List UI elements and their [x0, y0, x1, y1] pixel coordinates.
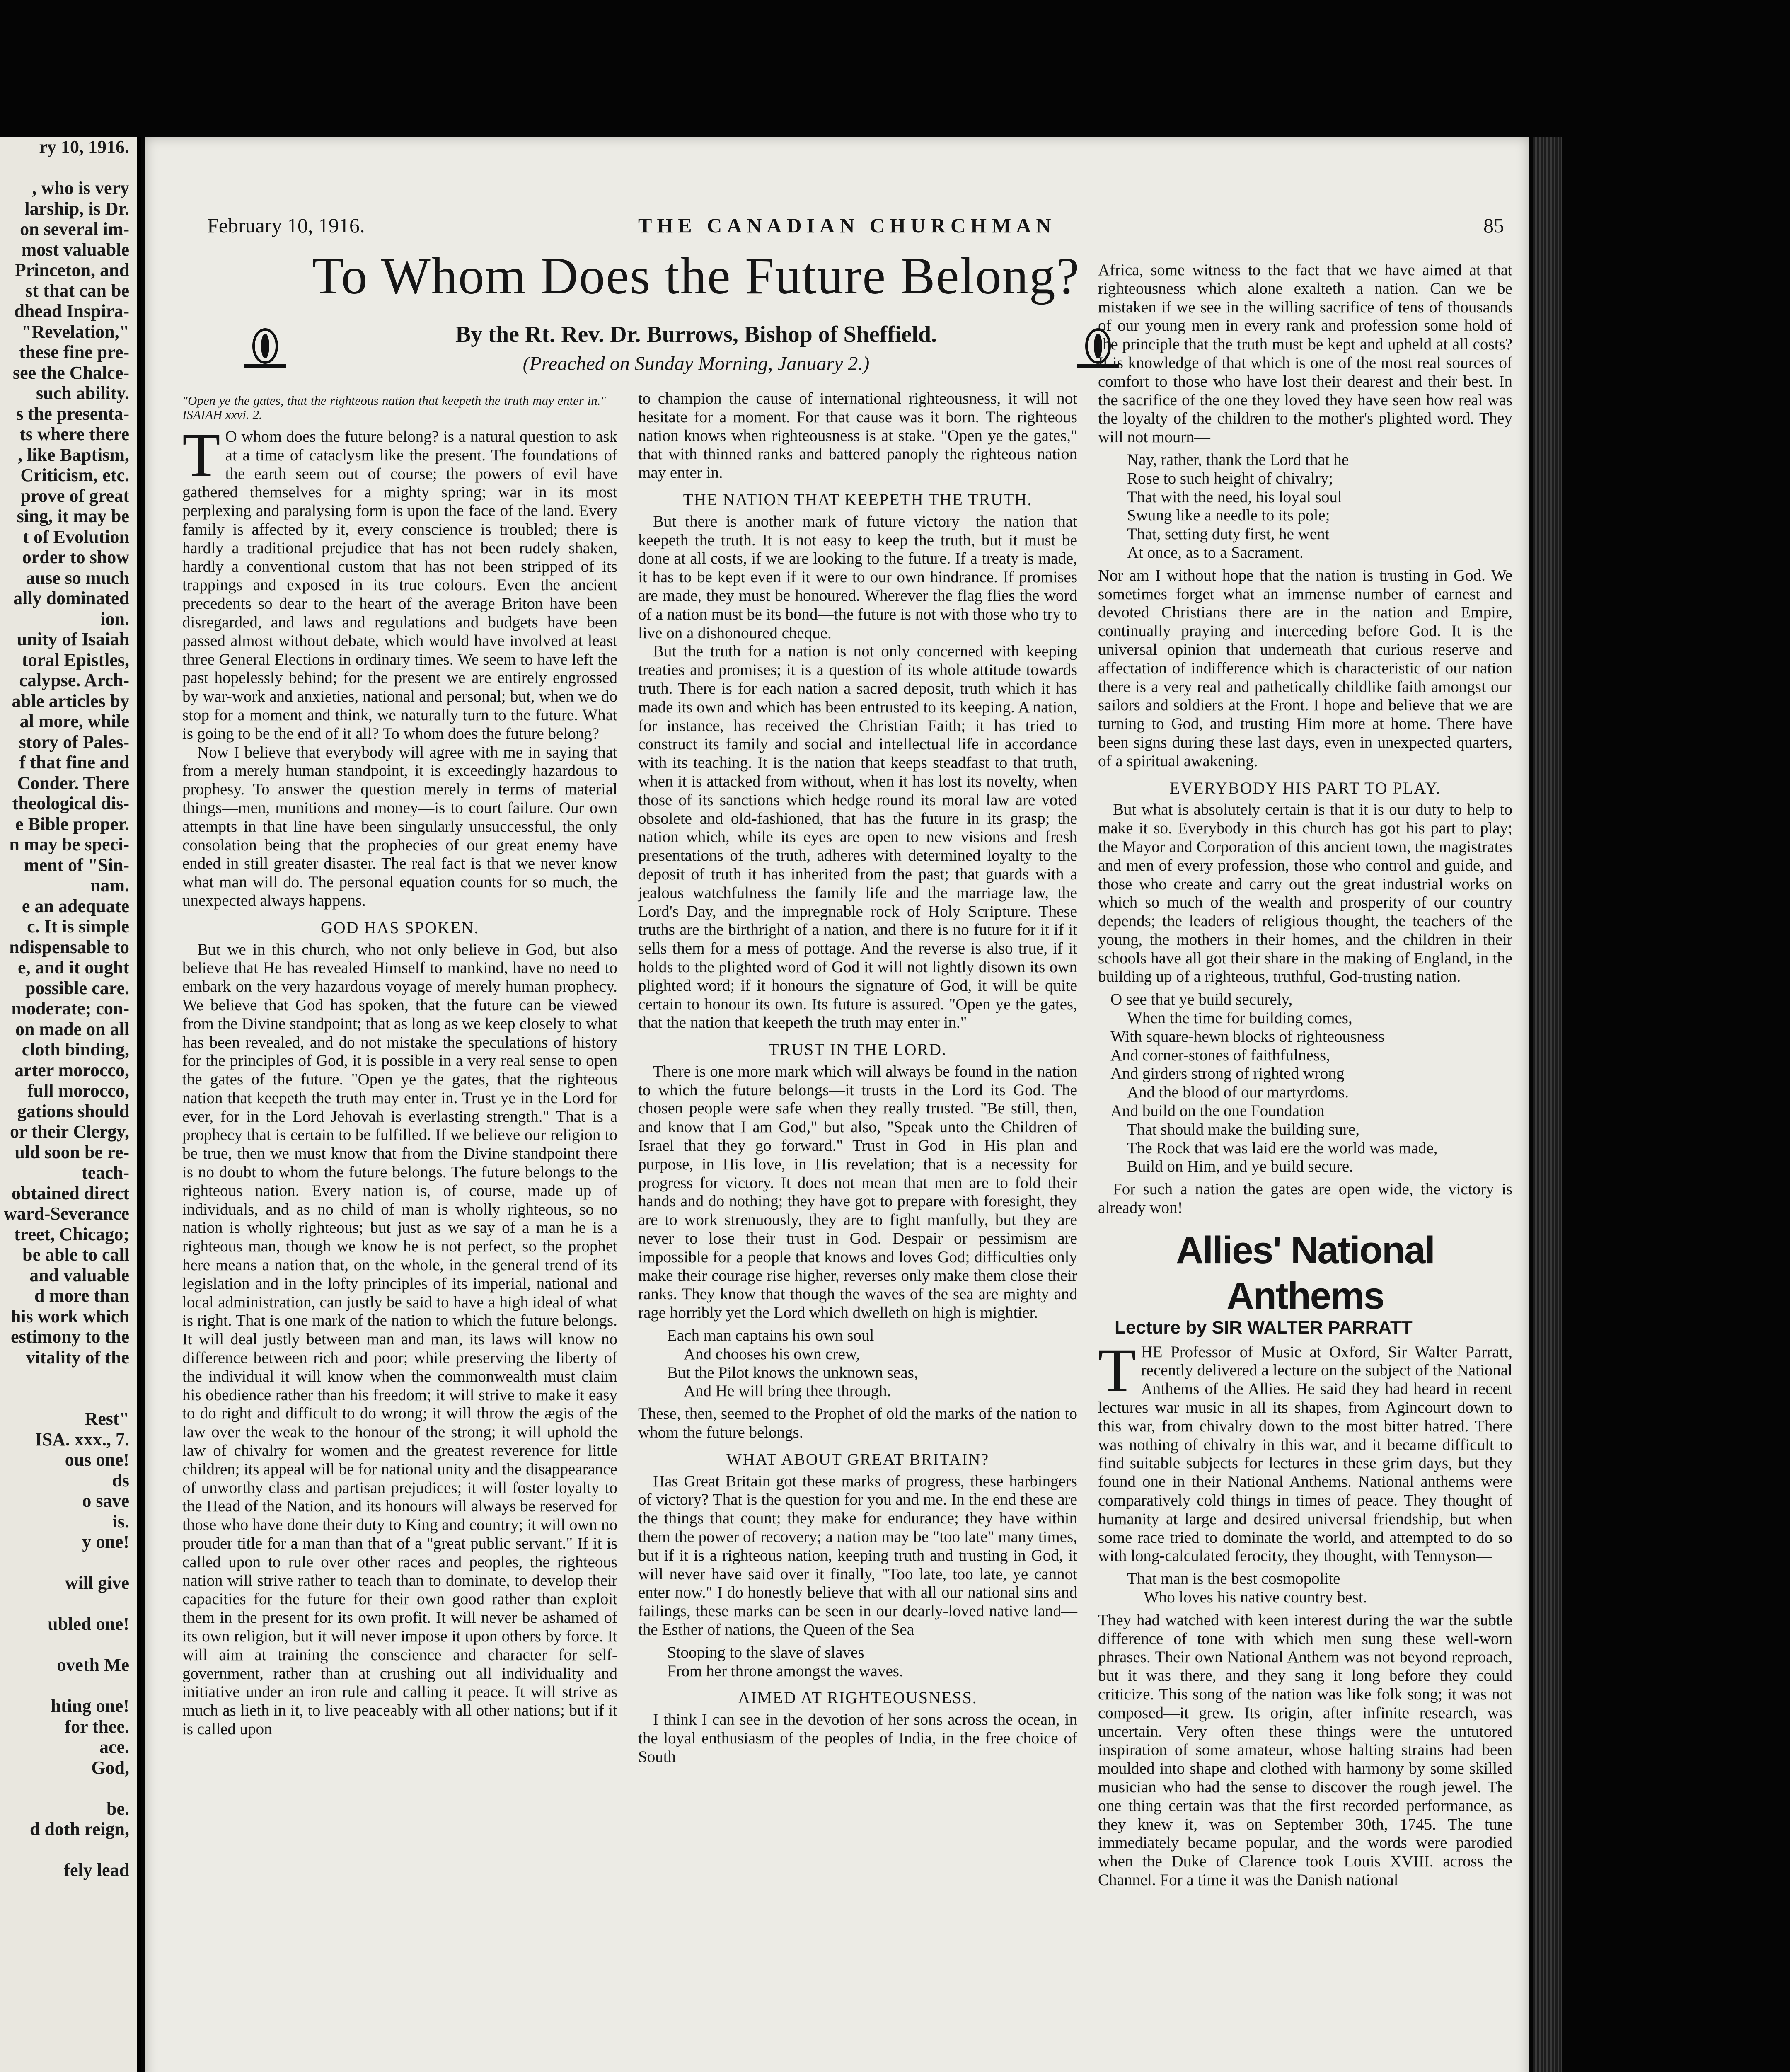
facing-page-line: arter morocco,: [15, 1060, 129, 1080]
facing-page-line: d doth reign,: [29, 1819, 129, 1839]
article-paragraph: THE Professor of Music at Oxford, Sir Walter Parratt, recently delivered a lecture on the subject of the National Anthems of the Allies. He said they had heard in recent lectures war music in all its shapes, from Agincourt down to this war, from chivalry down to the most bitter hatred. There was nothing of chivalry in this war, and it became difficult to find suitable subjects for lectures in these grim days, but they found one in their National Anthems. National anthems were comparatively cold things in times of peace. They thought of humanity at large and desired universal friendship, but when some race tried to dominate the world, and attempted to do so with long-calculated ferocity, they thought, with Tennyson—: [1098, 1336, 1512, 1565]
facing-page-line: vitality of the: [26, 1347, 129, 1368]
facing-page-line: and valuable: [29, 1265, 129, 1285]
facing-page-line: [0, 1593, 137, 1614]
drop-cap: T: [1098, 1336, 1136, 1405]
allies-article-title: Allies' National Anthems: [1176, 1229, 1434, 1317]
facing-page-line: t of Evolution: [23, 526, 129, 547]
facing-page-line: such ability.: [36, 383, 129, 403]
facing-page-line: is.: [112, 1511, 129, 1532]
page-number: 85: [1483, 214, 1504, 237]
drop-cap: T: [182, 421, 220, 489]
facing-page-line: ds: [112, 1470, 129, 1491]
facing-page-line: nam.: [90, 875, 129, 896]
facing-page-line: for thee.: [65, 1716, 129, 1737]
article-paragraph: Africa, some witness to the fact that we have aimed at that righteousness which alone exalteth a nation. Can we be mistaken if we see in the willing sacrifice of tens of thousands of our young men in every rank and profession some hold of the principle that the truth must be kept and upheld at all costs? It is knowledge of that which is one of the most real sources of comfort to those who have lost their dearest and their best. In the sacrifice of the one they loved they have seen how real was the loyalty of the children to the mother's plighted word. They will not mourn—: [1098, 261, 1512, 446]
facing-page-fragment: [0, 137, 141, 2072]
facing-page-line: be able to call: [22, 1244, 129, 1265]
facing-page-line: [0, 1840, 137, 1860]
facing-page-line: st that can be: [25, 280, 129, 301]
facing-page-line: be.: [106, 1798, 129, 1819]
facing-page-line: "Revelation,": [21, 321, 129, 342]
facing-page-line: cloth binding,: [22, 1039, 129, 1060]
facing-page-line: ace.: [99, 1737, 129, 1757]
masthead: THE CANADIAN CHURCHMAN: [638, 214, 1056, 237]
facing-page-line: sing, it may be: [17, 506, 129, 526]
article-paragraph: I think I can see in the devotion of her sons across the ocean, in the loyal enthusiasm of the peoples of India, in the free choice of South: [638, 1711, 1077, 1766]
facing-page-line: ndispensable to: [9, 937, 129, 957]
facing-page-line: n may be speci-: [9, 834, 129, 854]
facing-page-line: see the Chalce-: [12, 362, 129, 383]
facing-page-line: [0, 1388, 137, 1409]
facing-page-line: on made on all: [15, 1019, 129, 1039]
facing-page-line: moderate; con-: [11, 998, 129, 1019]
facing-page-line: prove of great: [20, 485, 129, 506]
facing-page-line: hting one!: [51, 1696, 129, 1716]
article-paragraph: But there is another mark of future victory—the nation that keepeth the truth. It is not easy to keep the truth, but it must be done at all costs, if we are looking to the future. If a treaty is made, it has to be kept even if it were to our own hindrance. If promises are made, they must be honoured. Wherever the flag flies the word of a nation must be its bond—the future is not with those who try to live on a dishonoured cheque.: [638, 512, 1077, 642]
facing-page-line: ion.: [100, 608, 129, 629]
facing-page-line: c. It is simple: [27, 916, 129, 937]
article-paragraph: These, then, seemed to the Prophet of old the marks of the nation to whom the future belongs.: [638, 1405, 1077, 1442]
facing-page-line: [0, 157, 137, 178]
facing-page-line: e, and it ought: [18, 957, 129, 978]
facing-page-line: larship, is Dr.: [24, 198, 129, 219]
facing-page-line: ry 10, 1916.: [39, 137, 129, 157]
facing-page-line: ubled one!: [48, 1614, 129, 1634]
facing-page-line: , who is very: [32, 178, 129, 198]
poem-verse: O see that ye build securely, When the time for building comes, With square-hewn blocks of righteousness And corner-stones of faithfulness, And girders strong of righted wrong And the blood of our martyrdoms. And build on the one Foundation That should make the building sure, The Rock that was laid ere the world was made, Build on Him, and ye build secure.: [1110, 990, 1438, 1176]
facing-page-line: toral Epistles,: [22, 649, 129, 670]
facing-page-line: calypse. Arch-: [19, 670, 129, 690]
article-paragraph: Nor am I without hope that the nation is trusting in God. We sometimes forget what an immense number of earnest and devoted Christians there are in the nation and Empire, continually praying and interceding before God. It is the universal opinion that underneath that curious reserve and affectation of indifference which is characteristic of our nation there is a very real and pathetically childlike faith amongst our sailors and soldiers at the Front. I hope and believe that we are turning to God, and trusting Him more at home. There have been signs during these last days, even in unexpected quarters, of a spiritual awakening.: [1098, 566, 1512, 770]
facing-page-line: , like Baptism,: [18, 444, 129, 465]
allies-article-byline: Lecture by SIR WALTER PARRATT: [1115, 1317, 1413, 1338]
facing-page-line: story of Pales-: [19, 731, 129, 752]
poem-verse: Nay, rather, thank the Lord that he Rose to such height of chivalry; That with the need, his loyal soul Swung like a needle to its pole; That, setting duty first, he went At once, as to a Sacrament.: [1127, 450, 1349, 562]
ornament-icon: [240, 323, 290, 373]
facing-page-line: gations should: [17, 1101, 129, 1121]
article-paragraph: But what is absolutely certain is that it is our duty to help to make it so. Everybody in this church has got his part to play; the Mayor and Corporation of this ancient town, the magistrates and men of every profession, those who control and guide, and those who create and carry out the great industrial works on which so much of the wealth and prosperity of our country depends; the leaders of religious thought, the teachers of the young, the mothers in their homes, and the children in their schools have all got their share in the making of England, in the building up of a righteous, truthful, God-trusting nation.: [1098, 801, 1512, 986]
poem-verse: Each man captains his own soul And chooses his own crew, But the Pilot knows the unknown seas, And He will bring thee through.: [667, 1326, 918, 1400]
facing-page-line: possible care.: [25, 978, 129, 998]
section-heading: GOD HAS SPOKEN.: [320, 918, 479, 937]
section-heading: THE NATION THAT KEEPETH THE TRUTH.: [683, 490, 1033, 509]
facing-page-line: ts where there: [19, 424, 129, 444]
facing-page-line: full morocco,: [27, 1080, 129, 1101]
facing-page-line: e Bible proper.: [15, 813, 129, 834]
facing-page-line: order to show: [22, 547, 129, 567]
facing-page-line: ment of "Sin-: [24, 854, 129, 875]
article-paragraph: T O whom does the future belong? is a natural question to ask at a time of cataclysm like the present. The foundations of the earth seem out of course; the powers of evil have gathered themselves for a mighty spring; war in its most perplexing and paralysing form is upon the face of the land. Every family is affected by it, every conscience is troubled; there is hardly a traditional prejudice that has not been rudely shaken, hardly a conventional custom that has not been stripped of its trappings and exposed in its true colours. Even the ancient precedents so dear to the heart of the average Briton have been disregarded, and laws and regulations and budgets have been passed almost without debate, which would have involved at least three General Elections in ordinary times. We seem to have left the past hopelessly behind; for the present we are entirely engrossed by war-work and anxieties, national and personal; but, when we do stop for a moment and think, we naturally turn to the future. What is going to be the end of it all? To whom does the future belong?: [182, 421, 617, 743]
facing-page-line: ause so much: [26, 567, 129, 588]
facing-page-line: Conder. There: [17, 772, 129, 793]
facing-page-line: f that fine and: [19, 752, 129, 772]
article-preached-note: (Preached on Sunday Morning, January 2.): [522, 353, 870, 375]
facing-page-line: treet, Chicago;: [14, 1224, 129, 1244]
facing-page-line: or their Clergy,: [10, 1121, 129, 1142]
facing-page-line: al more, while: [19, 711, 129, 731]
facing-page-line: able articles by: [12, 690, 129, 711]
facing-page-line: on several im-: [20, 219, 129, 239]
facing-page-line: teach-: [82, 1162, 129, 1183]
epigraph: "Open ye the gates, that the righteous nation that keepeth the truth may enter in."—ISAIAH xxvi. 2.: [182, 393, 617, 422]
article-paragraph: Has Great Britain got these marks of progress, these harbingers of victory? That is the question for you and me. In the end these are the things that count; they make for endurance; they have within them the power of recovery; a nation may be "too late" many times, but if it is a righteous nation, keeping truth and trusting in God, it will never have said over it finally, "Too late, too late, ye cannot enter now." I do honestly believe that with all our national sins and failings, these marks can be seen in our dearly-loved native land—the Esther of nations, the Queen of the Sea—: [638, 1472, 1077, 1639]
article-paragraph: But the truth for a nation is not only concerned with keeping treaties and promises; it is a question of its whole attitude towards truth. There is for each nation a sacred deposit, truth which it has made its own and which has been entrusted to its keeping. A nation, for instance, has received the Christian Faith; it has tried to construct its family and social and intellectual life in accordance with its teaching. It is the nation that keeps steadfast to that truth, when it is attacked from without, when it has lost its novelty, when those of its sanctions which hedge round its moral law are voted obsolete and old-fashioned, that has the future in its grasp; the nation which, while its eyes are open to new visions and fresh presentations of the truth, adheres with determined loyalty to the deposit of truth it has inherited from the past; that guards with a jealous watchfulness the family life and the marriage law, the Lord's Day, and the impregnable rock of Holy Scripture. These truths are the birthright of a nation, and there is no future for it if it sells them for a mess of pottage. And the reverse is also true, if it holds to the plighted word of God it will not lightly disown its own plighted word; if it honours the signature of God, it will be quite certain to honour its own. Its future is assured. "Open ye the gates, that the nation that keepeth the truth may enter in.": [638, 642, 1077, 1032]
facing-page-line: fely lead: [64, 1860, 129, 1880]
poem-verse: That man is the best cosmopolite Who loves his native country best.: [1127, 1570, 1367, 1606]
article-paragraph: But we in this church, who not only believe in God, but also believe that He has revealed Himself to mankind, have no need to embark on the very hazardous voyage of merely human prophecy. We believe that God has spoken, that the future can be viewed from the Divine standpoint; that as long as we keep closely to what has been revealed, and do not mistake the speculations of history for the principles of God, it is possible in a very real sense to open the gates of the future. "Open ye the gates, that the righteous nation that keepeth the truth may enter in. Trust ye in the Lord for ever, for in the Lord Jehovah is everlasting strength." That is a prophecy that is certain to be fulfilled. If we believe our religion to be true, then we must know that from the Divine standpoint there is no doubt to whom the future belongs. The future belongs to the righteous nation. Every nation is, of course, made up of individuals, and as no child of man is wholly righteous, so no nation is wholly righteous; but just as we say of a man he is a righteous man, though we know he is not perfect, so the prophet here means a nation that, on the whole, in the general trend of its legislation and in the lofty principles of its imperial, national and local administration, can justly be said to have a high ideal of what is right. That is one mark of the nation to which the future belongs. It will deal justly between man and man, its laws will know no difference between rich and poor; while preserving the liberty of the individual it will know when the commonwealth must claim his obedience rather than his freedom; it will strive to make it easy to do right and difficult to do wrong; it will throw the ægis of the law over the weak to the honour of the strong; it will uphold the law of chivalry for women and the greatest reverence for little children; its appeal will be for national unity and the disappearance of unworthy class and partisan prejudices; it will foster loyalty to the Head of the Nation, and its honours will always be reserved for those who have done their duty to King and country; it will own no prouder title for a man than that of a "great public servant." If it is called upon to rule over other races and peoples, the righteous nation will strive rather to teach than to dominate, to develop their capacities for the future for their own good rather than exploit them in the present for its own profit. It will never be ashamed of its own religion, but it will never impose it upon others by force. It will aim at training the conscience and character for self-government, rather than at crushing out all individuality and initiative under an iron rule and calling it peace. It will strive as much as lieth in it, to live peaceably with all other nations; but if it is called upon: [182, 940, 617, 1738]
facing-page-line: Rest": [85, 1409, 129, 1429]
facing-page-line: God,: [91, 1757, 129, 1778]
section-heading: EVERYBODY HIS PART TO PLAY.: [1169, 778, 1441, 797]
facing-page-line: unity of Isaiah: [17, 629, 129, 649]
facing-page-line: theological dis-: [12, 793, 129, 813]
facing-page-line: [0, 1778, 137, 1798]
book-page-edges: [1533, 137, 1562, 2072]
facing-page-line: ISA. xxx., 7.: [35, 1429, 129, 1450]
section-heading: WHAT ABOUT GREAT BRITAIN?: [726, 1450, 989, 1469]
article-paragraph: to champion the cause of international righteousness, it will not hesitate for a moment. For that cause was it born. The righteous nation knows when righteousness is at stake. "Open ye the gates," that with thinned ranks and battered panoply the righteous nation may enter in.: [638, 390, 1077, 482]
facing-page-line: o save: [82, 1491, 129, 1511]
facing-page-line: y one!: [82, 1532, 129, 1552]
section-heading: TRUST IN THE LORD.: [768, 1040, 947, 1059]
facing-page-line: ally dominated: [13, 588, 129, 608]
facing-page-line: Princeton, and: [15, 260, 129, 280]
facing-page-line: his work which: [10, 1306, 129, 1326]
facing-page-line: ward-Severance: [3, 1203, 129, 1224]
facing-page-line: [0, 1552, 137, 1573]
facing-page-line: estimony to the: [11, 1326, 129, 1347]
facing-page-line: e an adequate: [22, 896, 129, 916]
article-column-1: [182, 394, 617, 1739]
facing-page-line: will give: [65, 1573, 129, 1593]
facing-page-line: [0, 1368, 137, 1388]
newspaper-page: [145, 137, 1529, 2072]
article-paragraph: They had watched with keen interest during the war the subtle difference of tone with which men sung these well-worn phrases. Their own National Anthem was not beyond reproach, but it was there, and they sang it long before they could criticize. This song of the nation was like folk song; it was not composed—it grew. Its origin, after infinite research, was uncertain. Very often these things were the untutored inspiration of some amateur, whose halting strains had been moulded into shape and clothed with harmony by some skilled musician who had the sense to discover the rough jewel. The one thing certain was that the first recorded performance, as they knew it, was on September 30th, 1745. The tune immediately became popular, and the words were parodied when the Duke of Clarence took Louis XVIII. across the Channel. For a time it was the Danish national: [1098, 1611, 1512, 1889]
facing-page-line: these fine pre-: [19, 342, 129, 362]
facing-page-line: uld soon be re-: [15, 1142, 129, 1162]
facing-page-line: ous one!: [65, 1450, 129, 1470]
article-column-3: [1098, 261, 1512, 1890]
article-column-2: [638, 390, 1077, 1767]
facing-page-line: oveth Me: [57, 1655, 129, 1675]
facing-page-line: d more than: [34, 1285, 129, 1306]
header-date: February 10, 1916.: [207, 214, 365, 237]
facing-page-line: [0, 1634, 137, 1655]
facing-page-line: Criticism, etc.: [20, 465, 129, 485]
section-heading: AIMED AT RIGHTEOUSNESS.: [738, 1688, 977, 1707]
facing-page-line: dhead Inspira-: [14, 301, 129, 321]
article-title: To Whom Does the Future Belong?: [312, 247, 1080, 305]
article-paragraph: Now I believe that everybody will agree with me in saying that from a merely human standpoint, it is exceedingly hazardous to prophesy. To answer the question merely in terms of material things—men, munitions and money—is to court failure. Our own attempts in that line have been singularly unsuccessful, the only consolation being that the prophecies of our great enemy have ended in still greater disaster. The real fact is that we never know what man will do. The personal equation counts for so much, the unexpected always happens.: [182, 743, 617, 910]
article-paragraph: There is one more mark which will always be found in the nation to which the future belongs—it trusts in the Lord its God. The chosen people were safe when they really trusted. "Be still, then, and know that I am God," but also, "Speak unto the Children of Israel that they go forward." Trust in God—in His plan and purpose, in His love, in His revelation; that is a necessity for progress for victory. It does not mean that men are to fold their hands and do nothing; they have got to prepare with foresight, they are to work strenuously, they are to fight manfully, but they are never to lose their trust in God. Despair or pessimism are impossible for a people that knows and loves God; difficulties only make their courage rise higher, reverses only make them close their ranks. They know that though the waves of the sea are mighty and rage horribly yet the Lord which dwelleth on high is mightier.: [638, 1062, 1077, 1322]
page-header: [207, 213, 1533, 251]
facing-page-line: most valuable: [21, 239, 129, 260]
facing-page-line: obtained direct: [12, 1183, 129, 1203]
poem-verse: Stooping to the slave of slaves From her throne amongst the waves.: [667, 1643, 903, 1680]
facing-page-line: [0, 1675, 137, 1696]
facing-page-line: s the presenta-: [16, 403, 129, 424]
article-byline: By the Rt. Rev. Dr. Burrows, Bishop of Sheffield.: [455, 322, 937, 347]
article-paragraph: For such a nation the gates are open wide, the victory is already won!: [1098, 1180, 1512, 1217]
